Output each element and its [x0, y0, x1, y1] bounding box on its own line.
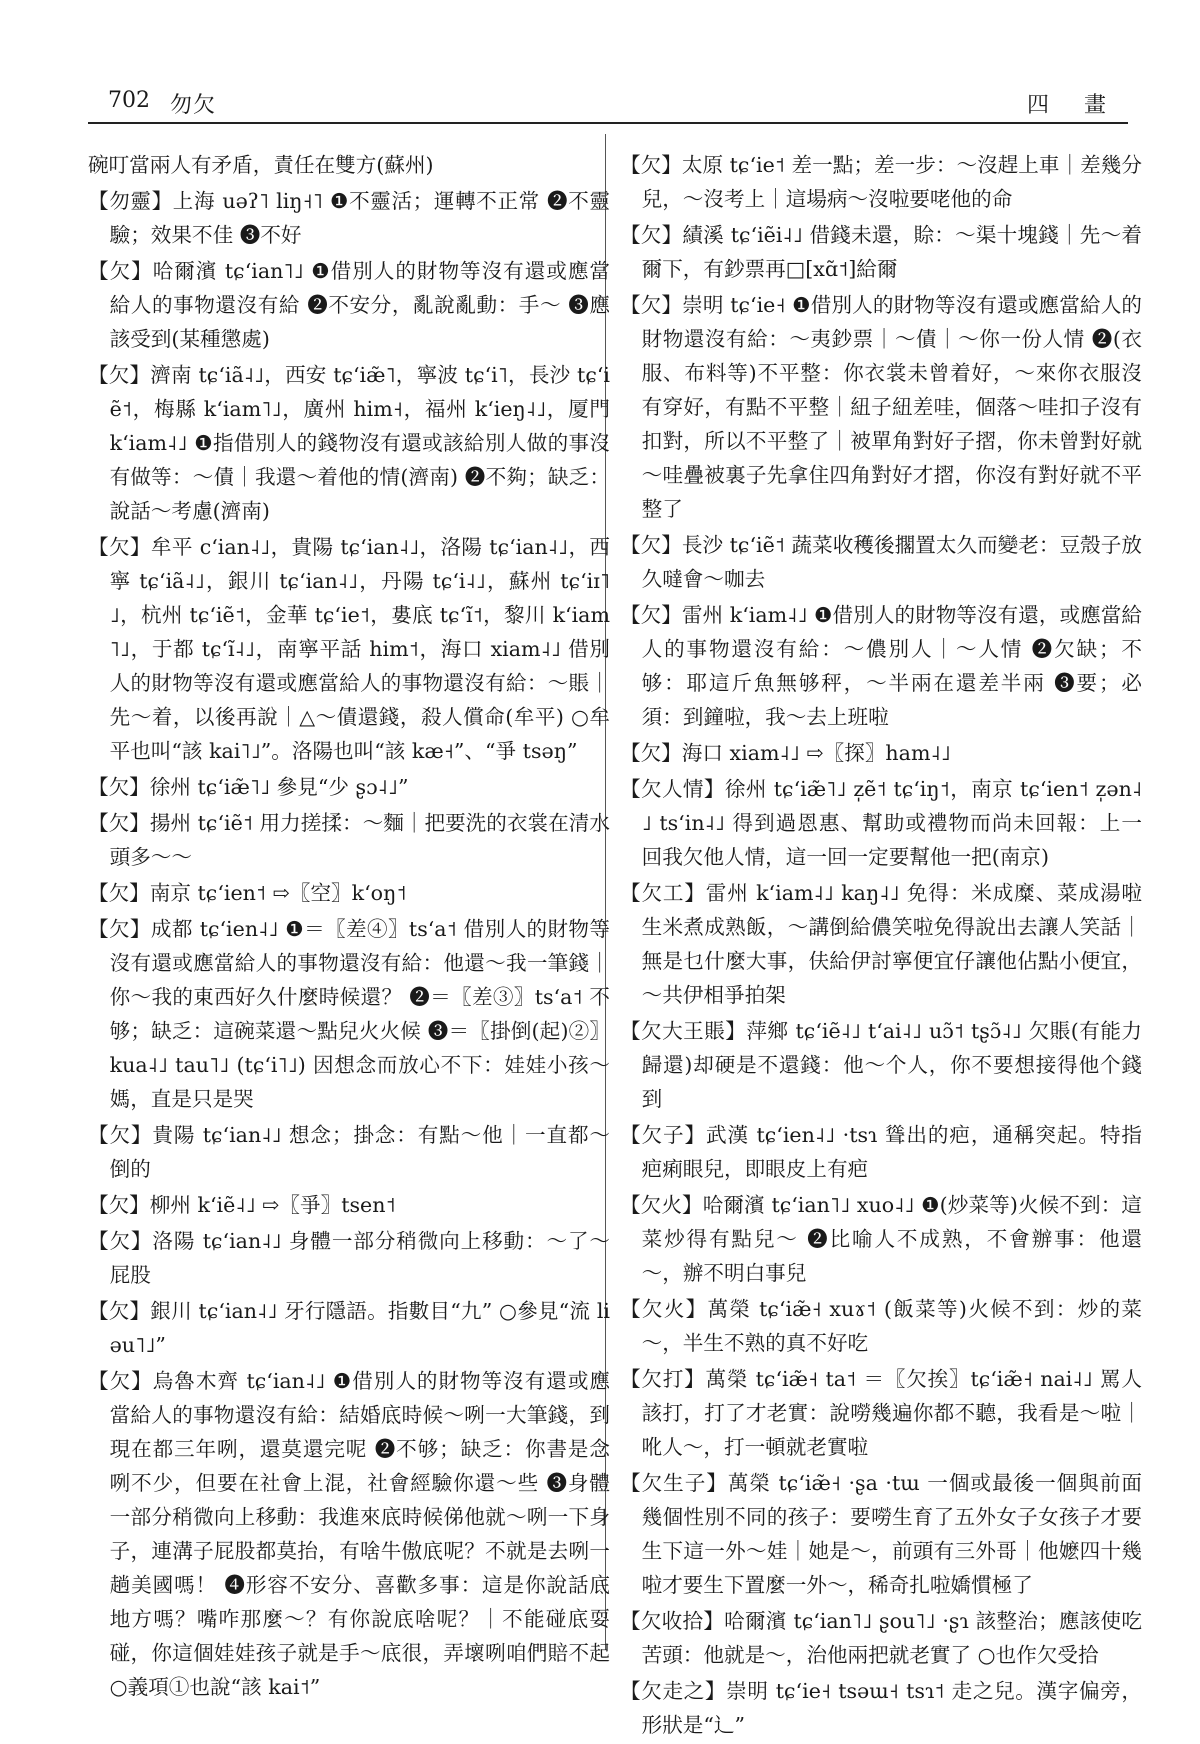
header-rule — [88, 122, 1128, 124]
dictionary-entry: 【欠】徐州 tɕʻiæ̃˥˩ 參見“少 ʂɔ˨˩” — [88, 775, 409, 799]
dictionary-entry: 【欠】銀川 tɕʻian˨˩ 牙行隱語。指數目“九” ○參見“流 liəu˥˩” — [88, 1299, 610, 1357]
dictionary-entry: 【欠大王賬】萍鄉 tɕʻiẽ˨˩ tʻai˨˩ uɔ̃˦ tʂɔ̃˨˩ 欠賬(有能力歸還)却硬是不還錢：他～个人，你不要想接得他个錢到 — [620, 1019, 1142, 1111]
dictionary-entry: 【欠火】哈爾濱 tɕʻian˥˩ xuo˨˩ ❶(炒菜等)火候不到：這菜炒得有點兒～ ❷比喻人不成熟，不會辦事：他還～，辦不明白事兒 — [620, 1193, 1142, 1285]
page-title: 勿欠 — [170, 93, 217, 118]
dictionary-entry: 【欠】濟南 tɕʻiã˨˩，西安 tɕʻiæ̃˥，寧波 tɕʻi˥，長沙 tɕʻiẽ˦，梅縣 kʻiam˥˩，廣州 him˧，福州 kʻieŋ˨˩，厦門 kʻiam˨˩ ❶指借別人的錢物沒有還或該給別人做的事沒有做等：～債｜我還～着他的情(濟南) ❷不夠；缺乏：說話～考慮(濟南) — [88, 363, 610, 523]
dictionary-entry: 碗叮當兩人有矛盾，責任在雙方(蘇州) — [88, 153, 434, 177]
dictionary-entry: 【欠打】萬榮 tɕʻiæ̃˧ ta˦ ＝〖欠挨〗tɕʻiæ̃˧ nai˨˩ 罵人該打，打了才老實：說嘮幾遍你都不聽，我看是～啦｜吪人～，打一頓就老實啦 — [620, 1367, 1142, 1459]
dictionary-entry: 【欠火】萬榮 tɕʻiæ̃˧ xuɤ˦ (飯菜等)火候不到：炒的菜～，半生不熟的真不好吃 — [620, 1297, 1142, 1355]
dictionary-entry: 【欠人情】徐州 tɕʻiæ̃˥˩ z̩ẽ˦ tɕʻiŋ˦，南京 tɕʻien˦ z̩ən˨˩ tsʻin˨˩ 得到過恩惠、幫助或禮物而尚未回報：上一回我欠他人情，這一回一定要幫他一把(南京) — [620, 777, 1142, 869]
section-label: 四 畫 — [1027, 93, 1120, 118]
dictionary-entry: 【欠生子】萬榮 tɕʻiæ̃˧ ·ʂa ·tɯ 一個或最後一個與前面幾個性別不同的孩子：要嘮生育了五外女子女孩子才要生下這一外～娃｜她是～，前頭有三外哥｜他嬷四十幾啦才要生下置麼一外～，稀奇扎啦嬌慣極了 — [620, 1471, 1142, 1597]
left-column — [88, 148, 610, 1706]
dictionary-entry: 【勿靈】上海 uəʔ˥ liŋ˧˥ ❶不靈活；運轉不正常 ❷不靈驗；效果不佳 ❸不好 — [88, 189, 610, 247]
dictionary-entry: 【欠】長沙 tɕʻiẽ˦ 蔬菜收穫後擱置太久而變老：豆殼子放久噠會～咖去 — [620, 533, 1142, 591]
dictionary-entry: 【欠】哈爾濱 tɕʻian˥˩ ❶借別人的財物等沒有還或應當給人的事物還沒有給 ❷不安分，亂說亂動：手～ ❸應該受到(某種懲處) — [88, 259, 610, 351]
dictionary-entry: 【欠】崇明 tɕʻie˧ ❶借別人的財物等沒有還或應當給人的財物還沒有給：～夷鈔票｜～債｜～你一份人情 ❷(衣服、布料等)不平整：你衣裳未曾着好，～來你衣服沒有穿好，有點不平整｜紐子紐差哇，個落～哇扣子沒有扣對，所以不平整了｜被單角對好子摺，你未曾對好就～哇疊被裏子先拿住四角對好才摺，你沒有對好就不平整了 — [620, 293, 1142, 521]
dictionary-entry: 【欠】雷州 kʻiam˨˩ ❶借別人的財物等沒有還，或應當給人的事物還沒有給：～儂別人｜～人情 ❷欠缺；不够：耶這斤魚無够秤，～半兩在還差半兩 ❸要；必須：到鐘啦，我～去上班啦 — [620, 603, 1142, 729]
dictionary-entry: 【欠子】武漢 tɕʻien˨˩ ·tsɿ 聳出的疤，通稱突起。特指疤痢眼兒，即眼皮上有疤 — [620, 1123, 1142, 1181]
page-number: 702 — [108, 88, 150, 113]
page-header — [88, 88, 1128, 122]
dictionary-entry: 【欠】南京 tɕʻien˦ ⇨〖空〗kʻoŋ˦ — [88, 881, 407, 905]
dictionary-entry: 【欠工】雷州 kʻiam˨˩ kaŋ˨˩ 免得：米成糜、菜成湯啦生米煮成熟飯，～講倒給儂笑啦免得說出去讓人笑話｜無是乜什麼大事，伕給伊討寧便宜仔讓他佔點小便宜，～共伊相爭拍架 — [620, 881, 1142, 1007]
dictionary-entry: 【欠】太原 tɕʻie˦ 差一點；差一步：～沒趕上車｜差幾分兒，～沒考上｜這場病～沒啦要咾他的命 — [620, 153, 1142, 211]
dictionary-entry: 【欠】洛陽 tɕʻian˨˩ 身體一部分稍微向上移動：～了～屁股 — [88, 1229, 610, 1287]
dictionary-entry: 【欠】海口 xiam˨˩ ⇨〖探〗ham˨˩ — [620, 741, 951, 765]
dictionary-entry: 【欠】柳州 kʻiẽ˨˩ ⇨〖爭〗tsen˦ — [88, 1193, 396, 1217]
dictionary-entry: 【欠收拾】哈爾濱 tɕʻian˥˩ ʂou˥˩ ·ʂɿ 該整治；應該使吃苦頭：他就是～，治他兩把就老實了 ○也作欠受拾 — [620, 1609, 1142, 1667]
right-column — [620, 148, 1142, 1744]
dictionary-entry: 【欠】績溪 tɕʻiẽi˨˩ 借錢未還，賒：～渠十塊錢｜先～着爾下，有鈔票再□[xɑ̃˦]給爾 — [620, 223, 1142, 281]
dictionary-entry: 【欠】烏魯木齊 tɕʻian˨˩ ❶借別人的財物等沒有還或應當給人的事物還沒有給：結婚底時候～咧一大筆錢，到現在都三年咧，還莫還完呢 ❷不够；缺乏：你書是念咧不少，但要在社會上混，社會經驗你還～些 ❸身體一部分稍微向上移動：我進來底時候俤他就～咧一下身子，連溝子屁股都莫抬，有啥牛傲底呢？不就是去咧一趟美國嗎！ ❹形容不安分、喜歡多事：這是你說話底地方嗎？嘴咋那麼～？有你說底啥呢？｜不能碰底耍碰，你這個娃娃孩子就是手～底很，弄壞咧咱們賠不起 ○義項①也說“該 kai˦” — [88, 1369, 610, 1699]
dictionary-entry: 【欠】揚州 tɕʻiẽ˦ 用力搓揉：～麵｜把要洗的衣裳在清水頭多～～ — [88, 811, 610, 869]
dictionary-entry: 【欠】牟平 cʻian˨˩，貴陽 tɕʻian˨˩，洛陽 tɕʻian˨˩，西寧 tɕʻiã˨˩，銀川 tɕʻian˨˩，丹陽 tɕʻi˨˩，蘇州 tɕʻiɪ˥˩，杭州 tɕʻiẽ˦，金華 tɕʻie˦，婁底 tɕʻĩ˦，黎川 kʻiam˥˩，于都 tɕʻĩ˨˩，南寧平話 him˦，海口 xiam˨˩ 借別人的財物等沒有還或應當給人的事物還沒有給：～賬｜先～着，以後再說｜△～債還錢，殺人償命(牟平) ○牟平也叫“該 kai˥˩”。洛陽也叫“該 kæ˧”、“爭 tsəŋ” — [88, 535, 610, 763]
dictionary-entry: 【欠走之】崇明 tɕʻie˧ tsəɯ˧ tsɿ˦ 走之兒。漢字偏旁，形狀是“辶” — [620, 1679, 1142, 1737]
dictionary-entry: 【欠】貴陽 tɕʻian˨˩ 想念；掛念：有點～他｜一直都～倒的 — [88, 1123, 610, 1181]
dictionary-entry: 【欠】成都 tɕʻien˨˩ ❶＝〖差④〗tsʻa˦ 借別人的財物等沒有還或應當給人的事物還沒有給：他還～我一筆錢｜你～我的東西好久什麼時候還？ ❷＝〖差③〗tsʻa˦ 不够；缺乏：這碗菜還～點兒火火候 ❸＝〖掛倒(起)②〗kua˨˩ tau˥˩ (tɕʻi˥˩) 因想念而放心不下：娃娃小孩～媽，直是只是哭 — [88, 917, 610, 1111]
